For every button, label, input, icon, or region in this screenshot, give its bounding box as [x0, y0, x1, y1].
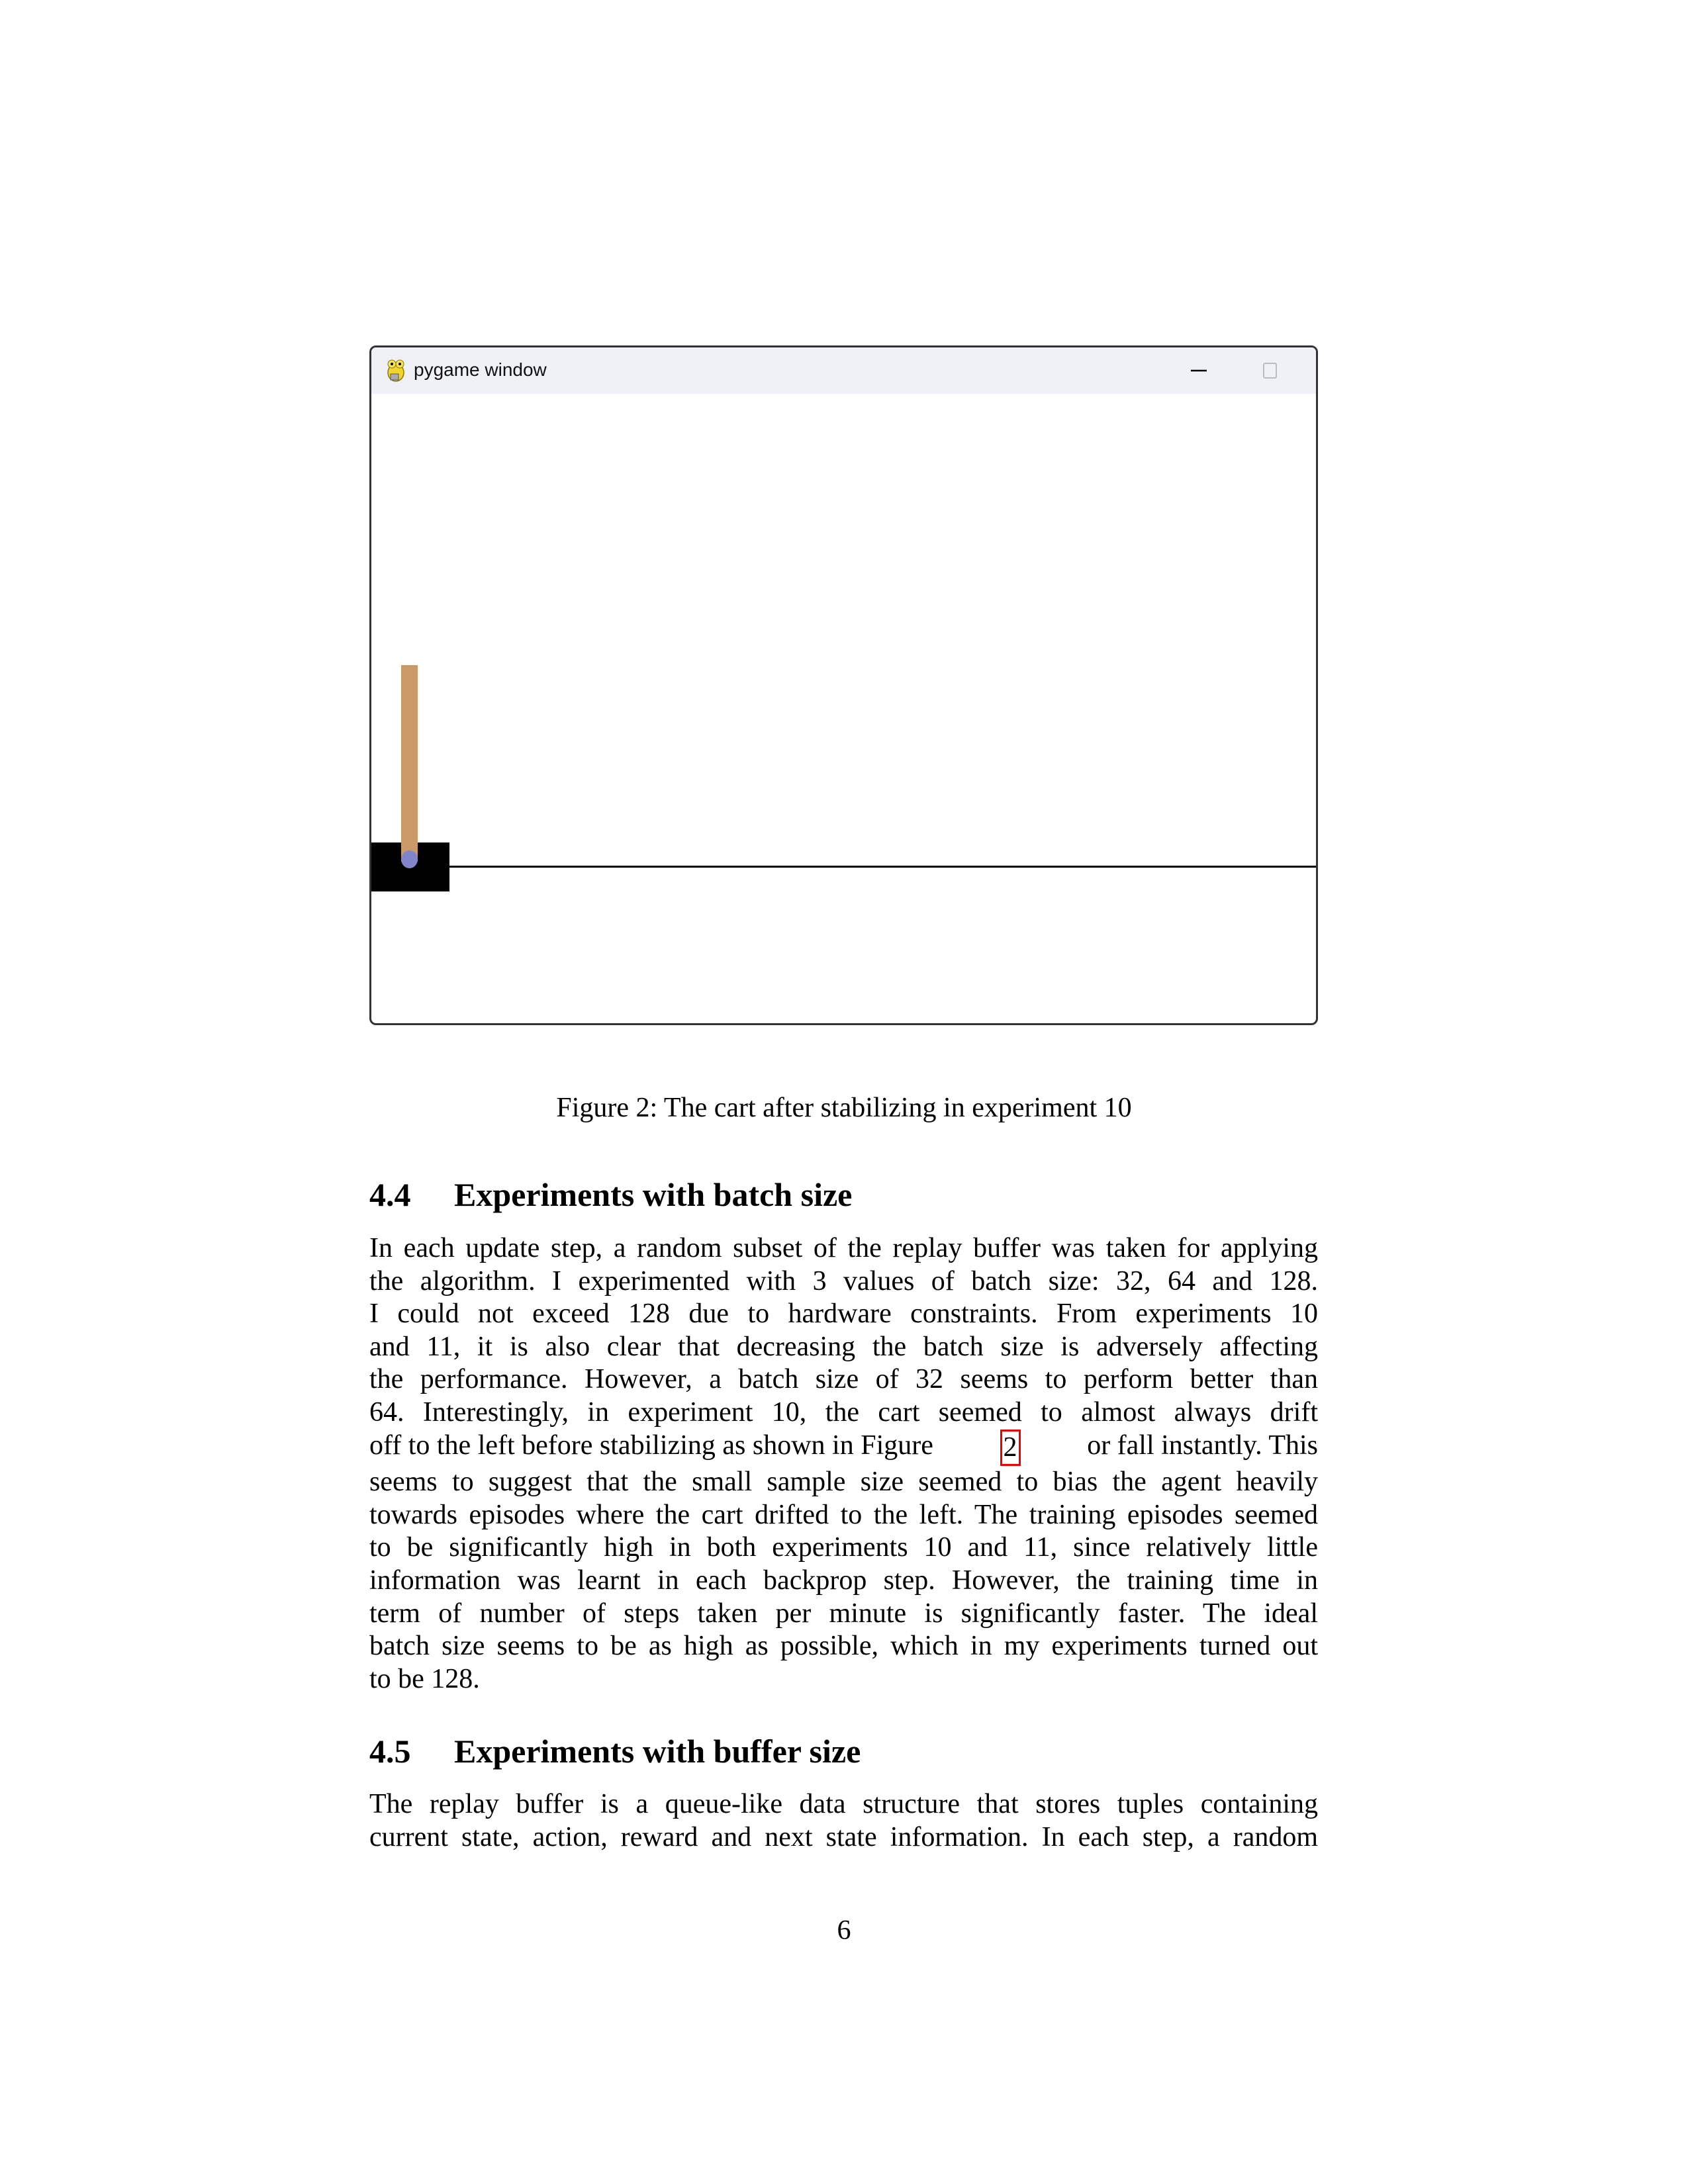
text-line: I could not exceed 128 due to hardware constraints. From experiments 10: [369, 1298, 1318, 1330]
paragraph-buffer-size: [369, 1788, 1318, 1854]
text-line: the performance. However, a batch size of 32 seems to perform better than: [369, 1364, 1318, 1395]
pygame-window: [369, 345, 1318, 1025]
section-heading-4-5: [369, 1732, 861, 1770]
text-line: 64. Interestingly, in experiment 10, the cart seemed to almost always drift: [369, 1396, 1318, 1428]
text-line: [369, 1430, 1318, 1467]
text-line: towards episodes where the cart drifted to the left. The training episodes seemed: [369, 1499, 1318, 1530]
paragraph-batch-size: [369, 1232, 1318, 1696]
section-heading-4-4: [369, 1175, 852, 1214]
text-line: batch size seems to be as high as possible, which in my experiments turned out: [369, 1631, 1318, 1662]
title-bar[interactable]: [371, 347, 1316, 394]
text-line: to be significantly high in both experiments 10 and 11, since relatively little: [369, 1532, 1318, 1563]
text-line: and 11, it is also clear that decreasing the batch size is adversely affecting: [369, 1331, 1318, 1362]
section-title: Experiments with batch size: [454, 1176, 853, 1213]
maximize-button[interactable]: [1250, 354, 1289, 387]
text-segment: or fall instantly. This: [1087, 1430, 1318, 1461]
text-line: The replay buffer is a queue-like data structure that stores tuples containing: [369, 1789, 1318, 1819]
pygame-snake-icon: [385, 358, 407, 383]
figure-reference-link[interactable]: 2: [1000, 1430, 1021, 1467]
cartpole-canvas: [371, 394, 1316, 1023]
minimize-icon: [1189, 361, 1209, 381]
text-line: seems to suggest that the small sample size seemed to bias the agent heavily: [369, 1467, 1318, 1498]
text-line: the algorithm. I experimented with 3 values of batch size: 32, 64 and 128.: [369, 1265, 1318, 1297]
section-number: 4.5: [369, 1733, 411, 1770]
minimize-button[interactable]: [1179, 354, 1219, 387]
text-line: term of number of steps taken per minute is significantly faster. The ideal: [369, 1598, 1318, 1629]
text-line: information was learnt in each backprop step. However, the training time in: [369, 1565, 1318, 1596]
page-number: 6: [837, 1915, 851, 1946]
text-segment: off to the left before stabilizing as shown in Figure: [369, 1430, 933, 1461]
maximize-icon: [1260, 361, 1280, 381]
pole: [401, 665, 418, 862]
axle: [401, 850, 418, 868]
track-line: [371, 866, 1316, 868]
section-title: Experiments with buffer size: [454, 1733, 861, 1770]
figure-caption: Figure 2: The cart after stabilizing in experiment 10: [556, 1093, 1132, 1123]
text-line: to be 128.: [369, 1663, 480, 1694]
window-title: pygame window: [414, 359, 547, 380]
text-line: current state, action, reward and next state information. In each step, a random: [369, 1821, 1318, 1852]
text-line: In each update step, a random subset of the replay buffer was taken for applying: [369, 1233, 1318, 1263]
section-number: 4.4: [369, 1176, 411, 1213]
